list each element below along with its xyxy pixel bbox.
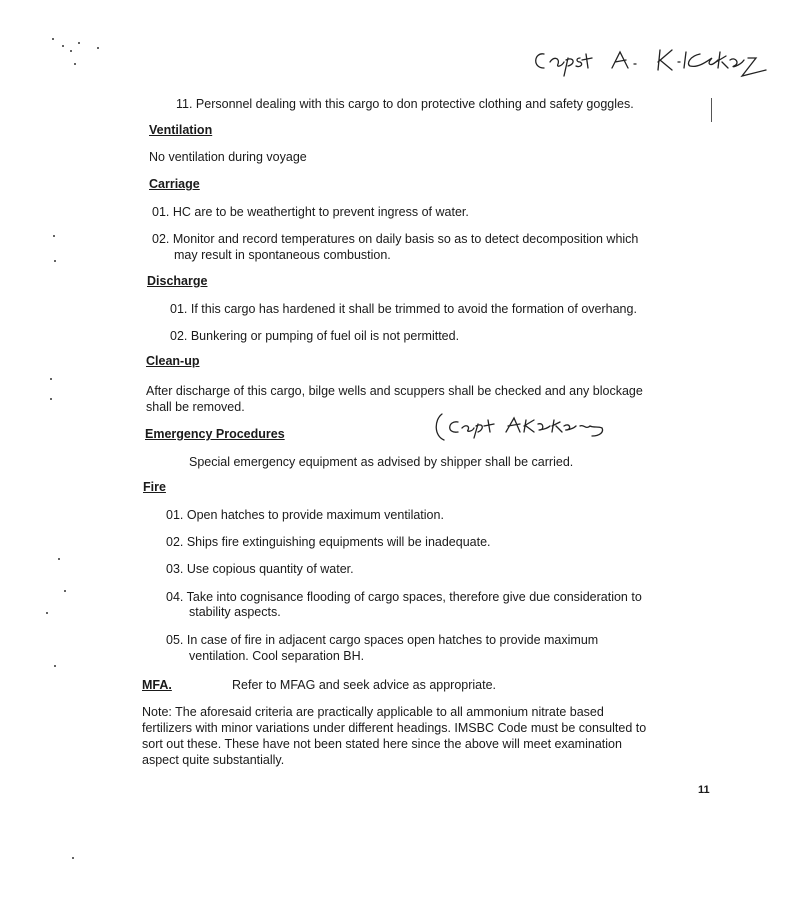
mfa-text: Refer to MFAG and seek advice as appropriate. — [232, 678, 497, 692]
scan-speck — [52, 38, 54, 40]
scan-speck — [64, 590, 66, 592]
note-line: aspect quite substantially. — [142, 753, 285, 767]
signature-top — [530, 40, 780, 80]
scan-speck — [74, 63, 76, 65]
signature-mid — [432, 410, 612, 442]
fire-item: 01. Open hatches to provide maximum ventilation. — [166, 508, 444, 522]
scan-speck — [62, 45, 64, 47]
fire-item: 05. In case of fire in adjacent cargo spaces open hatches to provide maximum — [166, 633, 599, 647]
emergency-text: Special emergency equipment as advised by shipper shall be carried. — [189, 455, 574, 469]
fire-item-continued: ventilation. Cool separation BH. — [189, 649, 365, 663]
fire-item-continued: stability aspects. — [189, 605, 281, 619]
scan-speck — [54, 260, 56, 262]
note-line: Note: The aforesaid criteria are practically applicable to all ammonium nitrate based — [142, 705, 604, 719]
intro-item: 11. Personnel dealing with this cargo to don protective clothing and safety goggles. — [176, 97, 634, 111]
note-line: sort out these. These have not been stated here since the above will meet examination — [142, 737, 622, 751]
scan-speck — [50, 378, 52, 380]
emergency-heading: Emergency Procedures — [145, 427, 285, 441]
page-number: 11 — [698, 784, 710, 796]
cleanup-heading: Clean-up — [146, 354, 200, 368]
carriage-item: 02. Monitor and record temperatures on daily basis so as to detect decomposition which — [152, 232, 639, 246]
scan-speck — [70, 50, 72, 52]
discharge-heading: Discharge — [147, 274, 208, 288]
discharge-item: 02. Bunkering or pumping of fuel oil is not permitted. — [170, 329, 460, 343]
fire-item: 04. Take into cognisance flooding of cargo spaces, therefore give due consideration to — [166, 590, 642, 604]
scan-speck — [46, 612, 48, 614]
carriage-heading: Carriage — [149, 177, 200, 191]
carriage-item-continued: may result in spontaneous combustion. — [174, 248, 391, 262]
cleanup-text: After discharge of this cargo, bilge wells and scuppers shall be checked and any blockage — [146, 384, 643, 398]
fire-heading: Fire — [143, 480, 166, 494]
scan-speck — [54, 665, 56, 667]
mfa-label: MFA. — [142, 678, 172, 692]
scan-speck — [58, 558, 60, 560]
discharge-item: 01. If this cargo has hardened it shall be trimmed to avoid the formation of overhang. — [170, 302, 637, 316]
scan-mark — [711, 98, 712, 122]
scan-speck — [50, 398, 52, 400]
cleanup-text: shall be removed. — [146, 400, 245, 414]
carriage-item: 01. HC are to be weathertight to prevent ingress of water. — [152, 205, 469, 219]
ventilation-text: No ventilation during voyage — [149, 150, 307, 164]
fire-item: 03. Use copious quantity of water. — [166, 562, 354, 576]
scan-speck — [53, 235, 55, 237]
scan-speck — [78, 42, 80, 44]
scan-speck — [97, 47, 99, 49]
note-line: fertilizers with minor variations under different headings. IMSBC Code must be consulted to — [142, 721, 647, 735]
ventilation-heading: Ventilation — [149, 123, 213, 137]
fire-item: 02. Ships fire extinguishing equipments will be inadequate. — [166, 535, 491, 549]
scan-speck — [72, 857, 74, 859]
